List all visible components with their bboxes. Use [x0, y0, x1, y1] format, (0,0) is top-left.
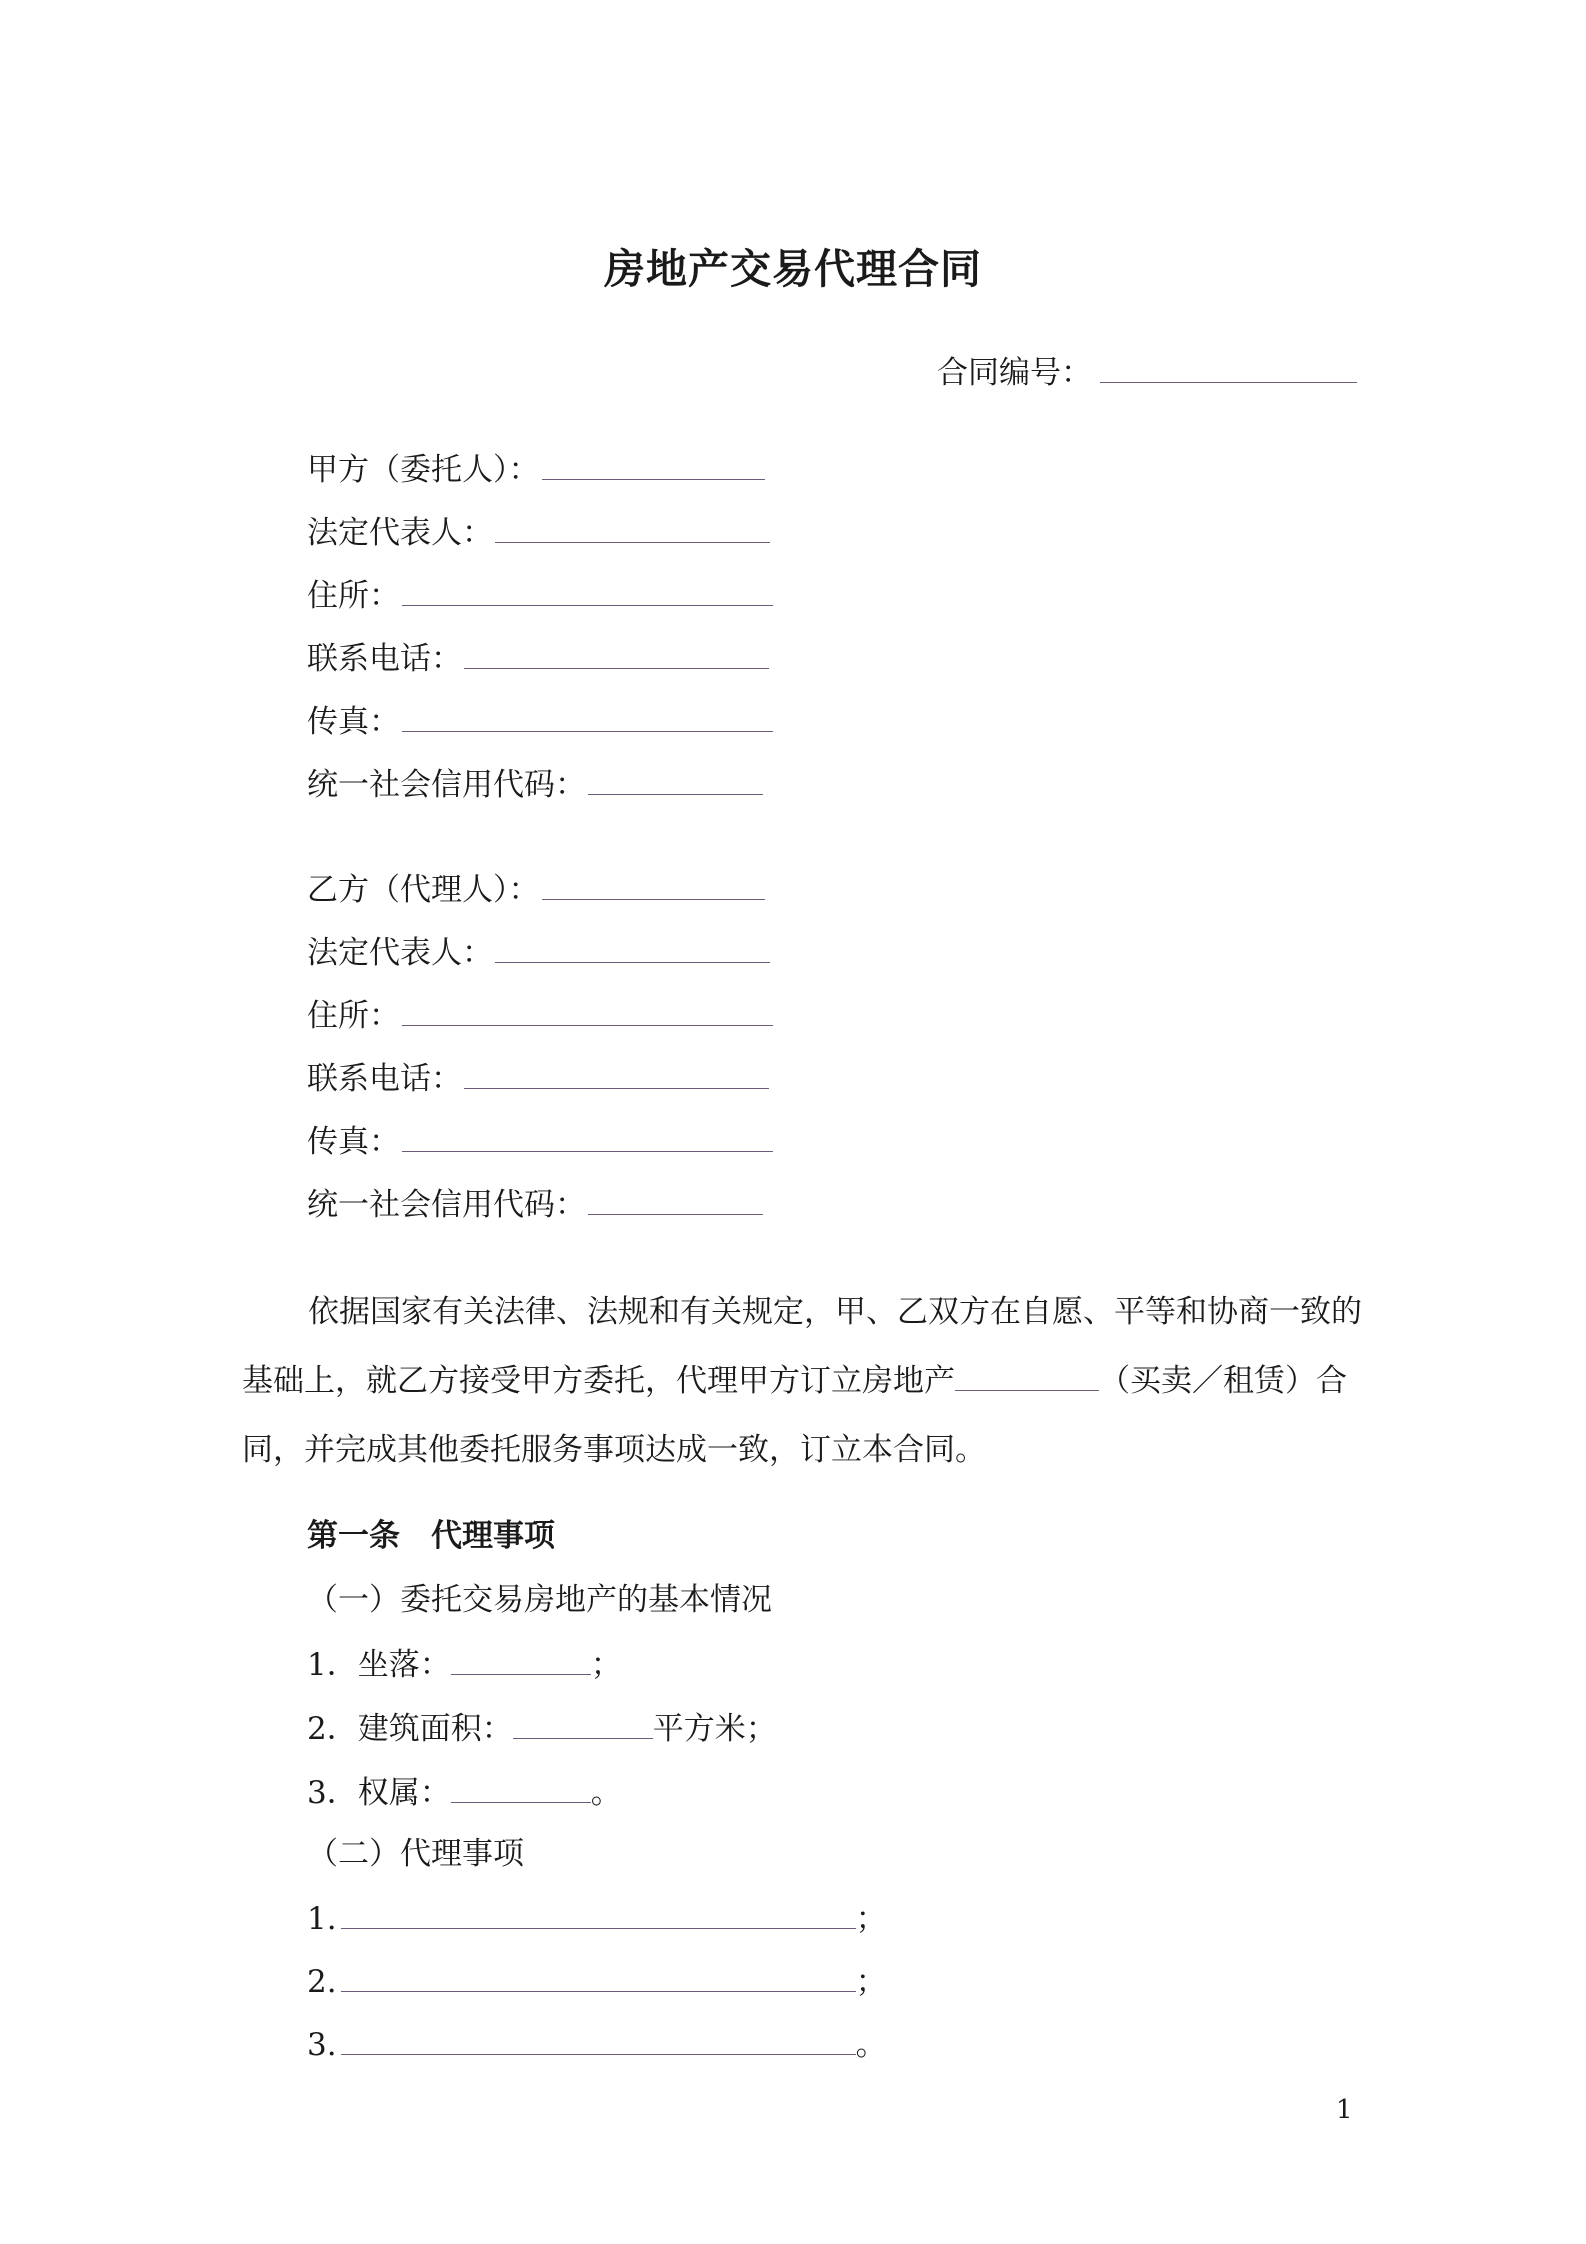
party-b-label: 乙方（代理人）： — [307, 872, 540, 908]
party-b-field-row — [307, 1058, 769, 1099]
agency-item-end: 。 — [855, 2027, 887, 2063]
party-a-field-row — [307, 701, 773, 742]
party-b-field-blank[interactable] — [588, 1184, 763, 1215]
contract-number-row — [937, 352, 1357, 393]
party-a-field-label: 传真： — [307, 704, 400, 740]
agency-item-row — [307, 1898, 887, 1939]
party-a-field-label: 法定代表人： — [307, 515, 493, 551]
agency-item-number: 3. — [307, 2027, 337, 2063]
ownership-blank[interactable] — [451, 1772, 591, 1803]
area-blank[interactable] — [513, 1708, 653, 1739]
party-b-field-label: 联系电话： — [307, 1061, 462, 1097]
party-a-field-blank[interactable] — [464, 638, 769, 669]
intro-text-part1: 依据国家有关法律、法规和有关规定，甲、乙双方在自愿、平等和协商一致的基础上，就乙方接受甲方委托，代理甲方订立房地产 — [242, 1294, 1362, 1399]
intro-text-part2: （买卖／租赁）合同，并完成其他委托服务事项达成一致，订立本合同。 — [242, 1363, 1347, 1468]
agency-item-end: ； — [855, 1901, 887, 1937]
party-a-field-label: 住所： — [307, 578, 400, 614]
party-b-field-blank[interactable] — [402, 1121, 773, 1152]
agency-item-number: 1. — [307, 1901, 337, 1937]
intro-paragraph — [242, 1278, 1372, 1485]
agency-item-row — [307, 1961, 887, 2002]
ownership-end: 。 — [590, 1775, 622, 1811]
agency-item-blank[interactable] — [341, 1898, 856, 1929]
party-b-field-row — [307, 1184, 763, 1225]
subsection-1-title: （一）委托交易房地产的基本情况 — [307, 1582, 772, 1618]
location-end: ； — [590, 1647, 622, 1683]
agency-item-row — [307, 2024, 887, 2065]
party-a-field-row — [307, 764, 763, 805]
party-b-field-blank[interactable] — [464, 1058, 769, 1089]
party-b-field-row — [307, 1121, 773, 1162]
page-number: 1 — [1336, 2095, 1353, 2125]
party-a-field-row — [307, 575, 773, 616]
agency-item-number: 2. — [307, 1964, 337, 2000]
ownership-label: 3．权属： — [307, 1775, 451, 1811]
party-a-label: 甲方（委托人）： — [307, 452, 540, 488]
party-b-field-label: 住所： — [307, 998, 400, 1034]
party-b-row — [307, 869, 765, 910]
subsection-2-title: （二）代理事项 — [307, 1836, 524, 1872]
agency-item-end: ； — [855, 1964, 887, 2000]
location-row — [307, 1644, 622, 1685]
document-title: 房地产交易代理合同 — [604, 245, 982, 293]
party-a-row — [307, 449, 765, 490]
party-a-field-blank[interactable] — [402, 701, 773, 732]
party-a-blank[interactable] — [542, 449, 765, 480]
agency-item-blank[interactable] — [341, 1961, 856, 1992]
party-a-field-label: 统一社会信用代码： — [307, 767, 586, 803]
party-a-field-label: 联系电话： — [307, 641, 462, 677]
transaction-type-blank[interactable] — [955, 1364, 1099, 1391]
party-b-field-label: 法定代表人： — [307, 935, 493, 971]
party-a-field-blank[interactable] — [495, 512, 770, 543]
contract-number-blank[interactable] — [1100, 352, 1357, 383]
article-1-title: 第一条 代理事项 — [307, 1518, 555, 1554]
party-a-field-blank[interactable] — [402, 575, 773, 606]
party-b-field-label: 统一社会信用代码： — [307, 1187, 586, 1223]
area-label: 2．建筑面积： — [307, 1711, 513, 1747]
agency-item-blank[interactable] — [341, 2024, 856, 2055]
party-b-field-blank[interactable] — [402, 995, 773, 1026]
location-label: 1．坐落： — [307, 1647, 451, 1683]
party-b-field-blank[interactable] — [495, 932, 770, 963]
ownership-row — [307, 1772, 622, 1813]
party-a-field-blank[interactable] — [588, 764, 763, 795]
area-end: 平方米； — [652, 1711, 777, 1747]
contract-number-label: 合同编号： — [937, 355, 1092, 391]
party-a-field-row — [307, 638, 769, 679]
party-a-field-row — [307, 512, 770, 553]
party-b-field-row — [307, 995, 773, 1036]
party-b-field-label: 传真： — [307, 1124, 400, 1160]
location-blank[interactable] — [451, 1644, 591, 1675]
party-b-blank[interactable] — [542, 869, 765, 900]
party-b-field-row — [307, 932, 770, 973]
area-row — [307, 1708, 777, 1749]
